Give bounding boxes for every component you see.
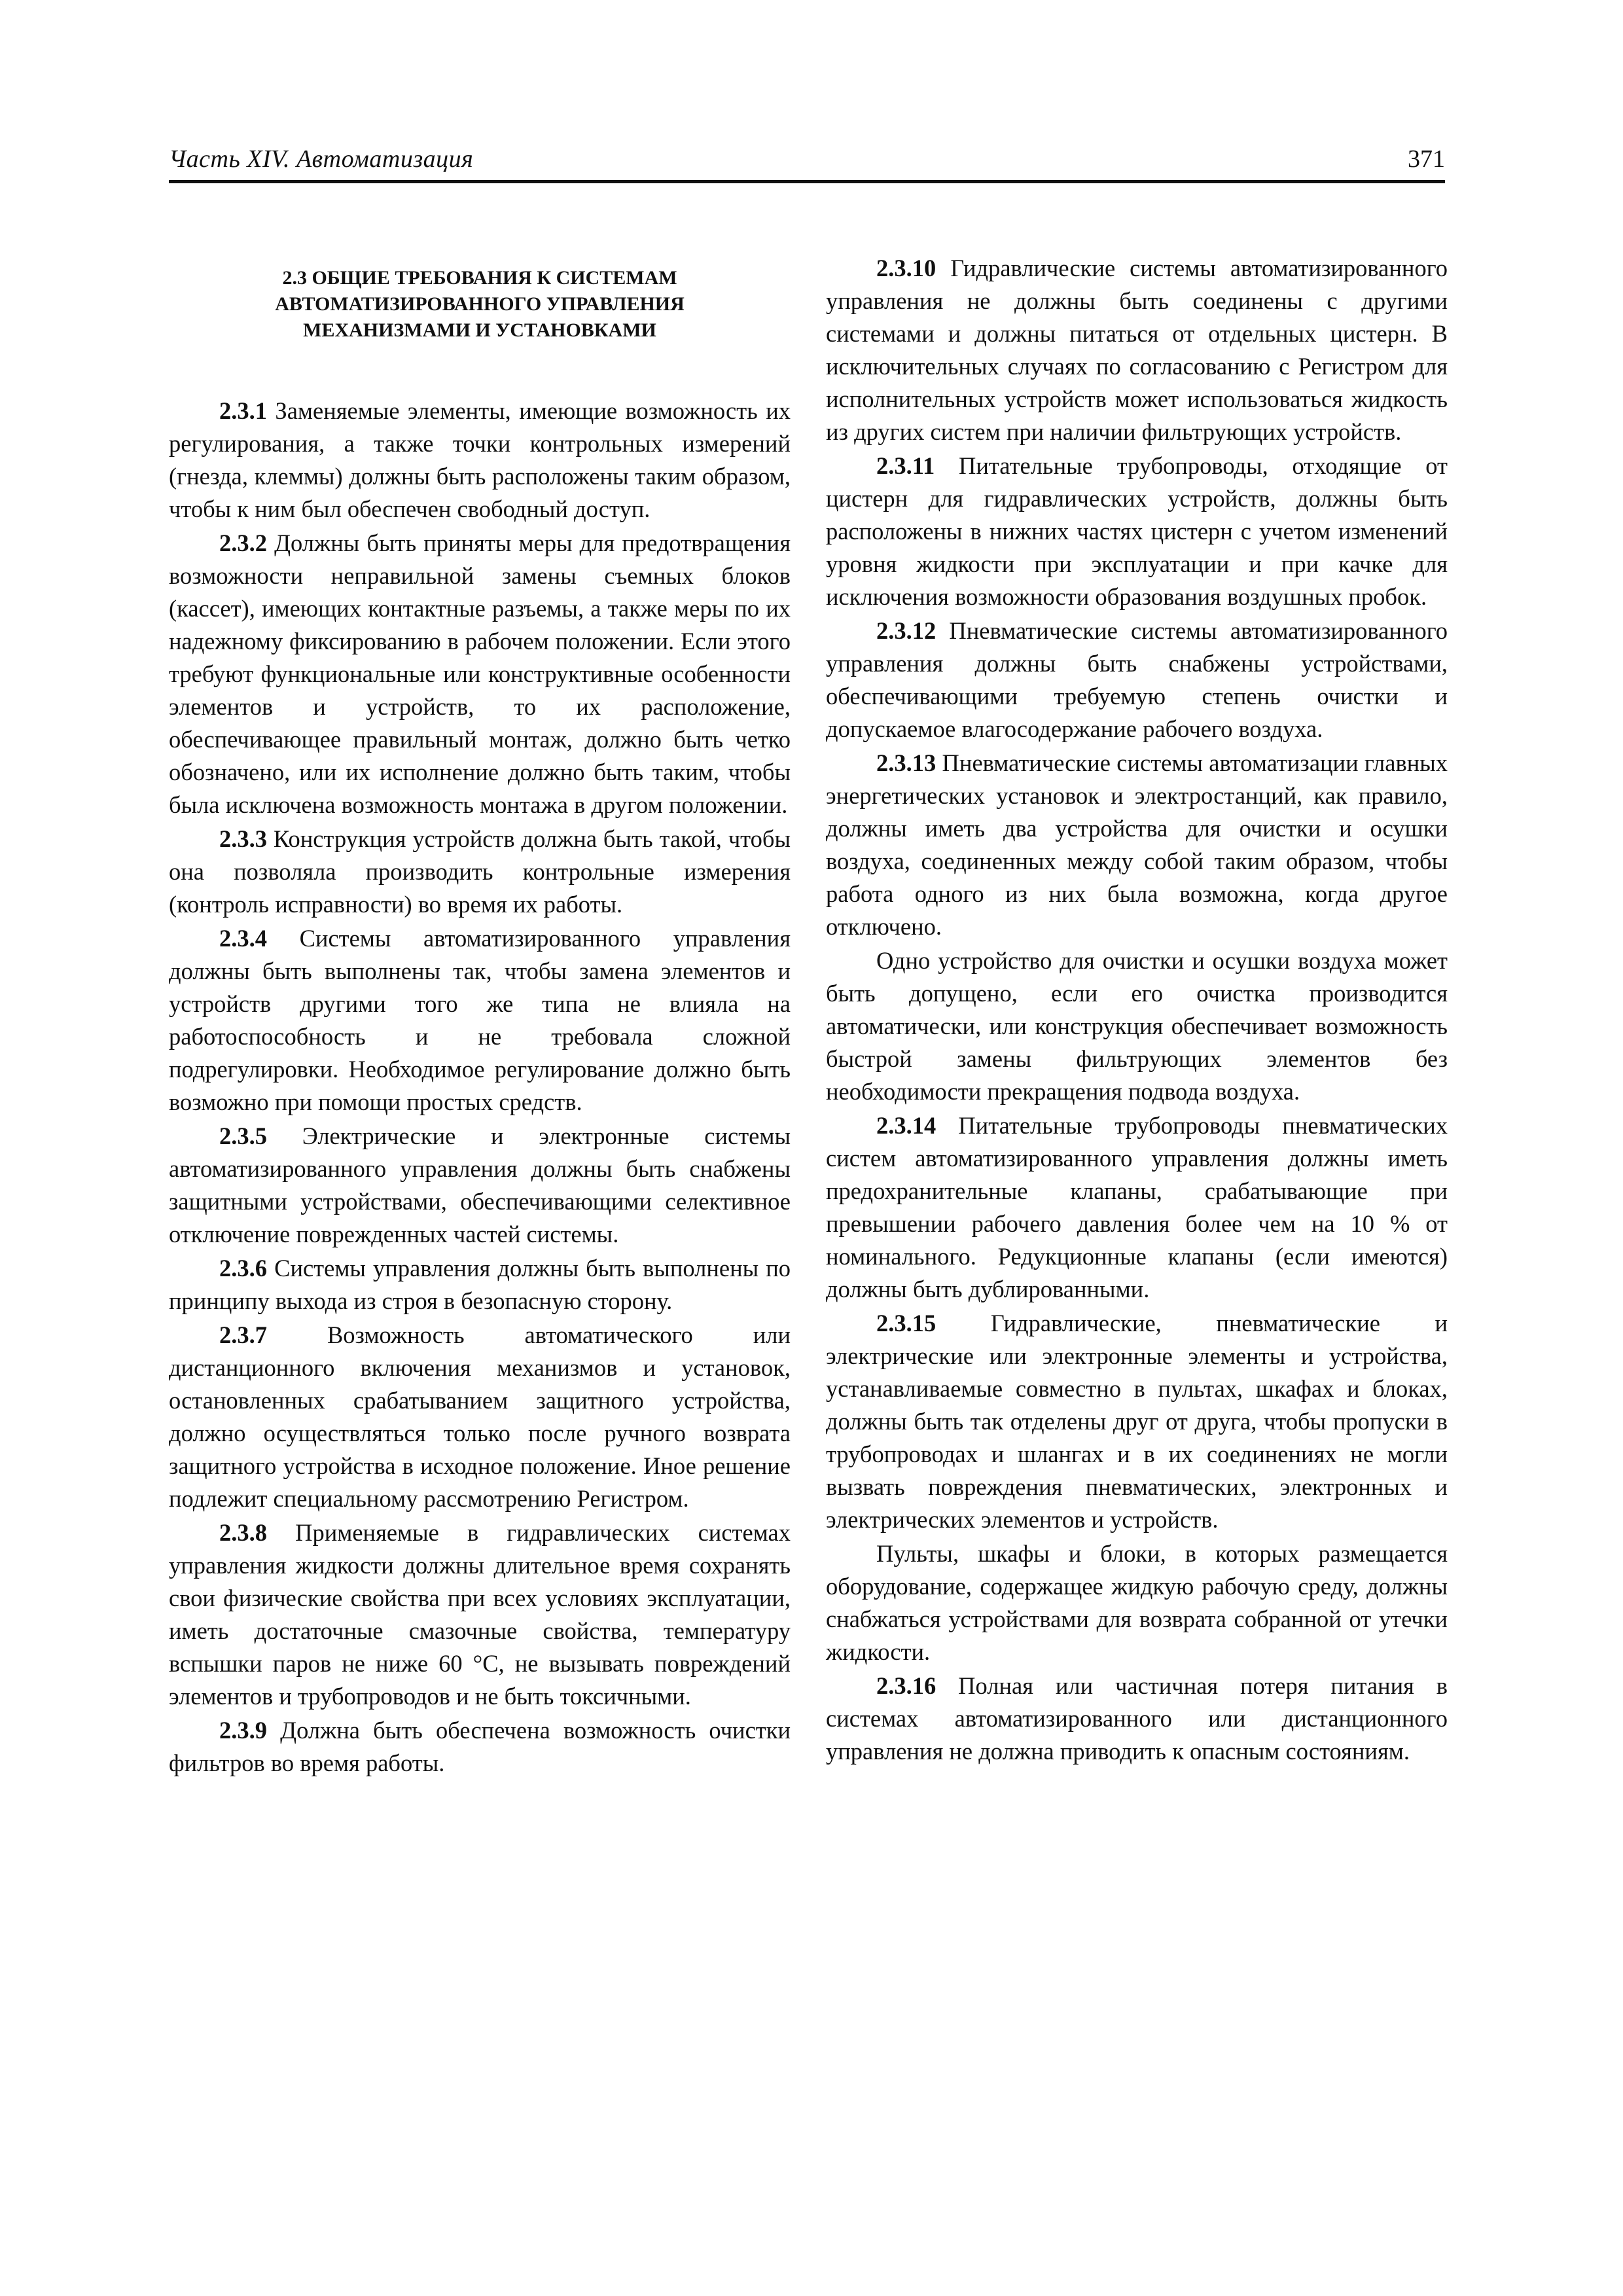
clause-number: 2.3.7 <box>219 1321 267 1348</box>
clause-number: 2.3.15 <box>876 1310 936 1336</box>
header-title: Часть XIV. Автоматизация <box>169 145 474 173</box>
clause-text: Применяемые в гидравлических системах управления жидкости должны длительное время сохранять свои физические свойства при всех условиях эксплуатации, иметь достаточные смазочные свойства, температуру вспышки паров не ниже 60 °С, не вызывать повреждений элементов и трубопроводов и не быть токсичными. <box>169 1519 791 1710</box>
paragraph-2-3-15-continued: Пульты, шкафы и блоки, в которых размещается оборудование, содержащее жидкую рабочую среду, должны снабжаться устройствами для возврата собранной от утечки жидкости. <box>826 1540 1448 1665</box>
clause-number: 2.3.3 <box>219 825 267 852</box>
clause-number: 2.3.9 <box>219 1717 267 1744</box>
clause-text: Гидравлические, пневматические и электрические или электронные элементы и устройства, устанавливаемые совместно в пультах, шкафах и блоках, должны быть так отделены друг от друга, чтобы пропуски в трубопроводах и шлангах и в их соединениях не могли вызвать повреждения пневматических, электронных и электрических элементов и устройств. <box>826 1310 1448 1533</box>
clause-number: 2.3.10 <box>876 255 936 281</box>
clause-text: Гидравлические системы автоматизированного управления не должны быть соединены с другими системами и должны питаться от отдельных цистерн. В исключительных случаях по согласованию с Регистром для исполнительных устройств может использоваться жидкость из других систем при наличии фильтрующих устройств. <box>826 255 1448 445</box>
left-column <box>169 252 791 1781</box>
paragraph-2-3-11 <box>826 450 1448 613</box>
paragraph-2-3-13-continued: Одно устройство для очистки и осушки воздуха может быть допущено, если его очистка производится автоматически, или конструкция обеспечивает возможность быстрой замены фильтрующих элементов без необходимости прекращения подвода воздуха. <box>826 947 1448 1105</box>
clause-number: 2.3.12 <box>876 617 936 644</box>
clause-text: Полная или частичная потеря питания в системах автоматизированного или дистанционного управления не должна приводить к опасным состояниям. <box>826 1672 1448 1765</box>
clause-text: Системы автоматизированного управления должны быть выполнены так, чтобы замена элементов и устройств другими того же типа не влияла на работоспособность и не требовала сложной подрегулировки. Необходимое регулирование должно быть возможно при помощи простых средств. <box>169 925 791 1115</box>
clause-text: Пневматические системы автоматизации главных энергетических установок и электростанций, как правило, должны иметь два устройства для очистки и осушки воздуха, соединенных между собой таким образом, чтобы работа одного из них была возможна, когда другое отключено. <box>826 749 1448 940</box>
clause-number: 2.3.11 <box>876 452 935 479</box>
clause-text: Питательные трубопроводы пневматических систем автоматизированного управления должны иметь предохранительные клапаны, срабатывающие при превышении рабочего давления более чем на 10 % от номинального. Редукционные клапаны (если имеются) должны быть дублированными. <box>826 1112 1448 1302</box>
clause-number: 2.3.2 <box>219 529 267 556</box>
paragraph-2-3-9 <box>169 1714 791 1780</box>
paragraph-2-3-15 <box>826 1307 1448 1536</box>
clause-number: 2.3.6 <box>219 1255 267 1282</box>
paragraph-2-3-16 <box>826 1670 1448 1768</box>
paragraph-2-3-4 <box>169 922 791 1119</box>
clause-number: 2.3.13 <box>876 749 936 776</box>
paragraph-2-3-1 <box>169 395 791 526</box>
clause-text: Питательные трубопроводы, отходящие от цистерн для гидравлических устройств, должны быть расположены в нижних частях цистерн с учетом изменений уровня жидкости при эксплуатации и при качке для исключения возможности образования воздушных пробок. <box>826 452 1448 610</box>
clause-number: 2.3.5 <box>219 1122 267 1149</box>
clause-number: 2.3.8 <box>219 1519 267 1546</box>
paragraph-2-3-6 <box>169 1252 791 1318</box>
clause-text: Конструкция устройств должна быть такой, чтобы она позволяла производить контрольные измерения (контроль исправности) во время их работы. <box>169 825 791 918</box>
paragraph-2-3-13 <box>826 747 1448 943</box>
clause-text: Возможность автоматического или дистанционного включения механизмов и установок, остановленных срабатыванием защитного устройства, должно осуществляться только после ручного возврата защитного устройства в исходное положение. Иное решение подлежит специальному рассмотрению Регистром. <box>169 1321 791 1512</box>
clause-text: Должны быть приняты меры для предотвращения возможности неправильной замены съемных блоков (кассет), имеющих контактные разъемы, а также меры по их надежному фиксированию в рабочем положении. Если этого требуют функциональные или конструктивные особенности элементов и устройств, то их расположение, обеспечивающее правильный монтаж, должно быть четко обозначено, или их исполнение должно быть таким, чтобы была исключена возможность монтажа в другом положении. <box>169 529 791 818</box>
clause-text: Электрические и электронные системы автоматизированного управления должны быть снабжены защитными устройствами, обеспечивающими селективное отключение поврежденных частей системы. <box>169 1122 791 1247</box>
paragraph-2-3-7 <box>169 1319 791 1515</box>
paragraph-2-3-2 <box>169 527 791 821</box>
paragraph-2-3-12 <box>826 615 1448 745</box>
clause-number: 2.3.4 <box>219 925 267 952</box>
clause-number: 2.3.1 <box>219 397 267 424</box>
paragraph-2-3-5 <box>169 1120 791 1251</box>
running-header <box>169 141 1445 183</box>
paragraph-2-3-8 <box>169 1516 791 1713</box>
clause-number: 2.3.16 <box>876 1672 936 1699</box>
clause-text: Должна быть обеспечена возможность очистки фильтров во время работы. <box>169 1717 791 1776</box>
clause-number: 2.3.14 <box>876 1112 936 1139</box>
clause-text: Системы управления должны быть выполнены по принципу выхода из строя в безопасную сторону. <box>169 1255 791 1314</box>
paragraph-2-3-10 <box>826 252 1448 448</box>
section-heading: 2.3 ОБЩИЕ ТРЕБОВАНИЯ К СИСТЕМАМ АВТОМАТИЗИРОВАННОГО УПРАВЛЕНИЯ МЕХАНИЗМАМИ И УСТАНОВКАМИ <box>275 267 685 341</box>
page-number: 371 <box>1408 145 1445 173</box>
paragraph-2-3-3 <box>169 823 791 921</box>
right-column <box>826 252 1448 1769</box>
clause-text: Пневматические системы автоматизированного управления должны быть снабжены устройствами, обеспечивающими требуемую степень очистки и допускаемое влагосодержание рабочего воздуха. <box>826 617 1448 742</box>
clause-text: Заменяемые элементы, имеющие возможность их регулирования, а также точки контрольных измерений (гнезда, клеммы) должны быть расположены таким образом, чтобы к ним был обеспечен свободный доступ. <box>169 397 791 522</box>
paragraph-2-3-14 <box>826 1109 1448 1306</box>
